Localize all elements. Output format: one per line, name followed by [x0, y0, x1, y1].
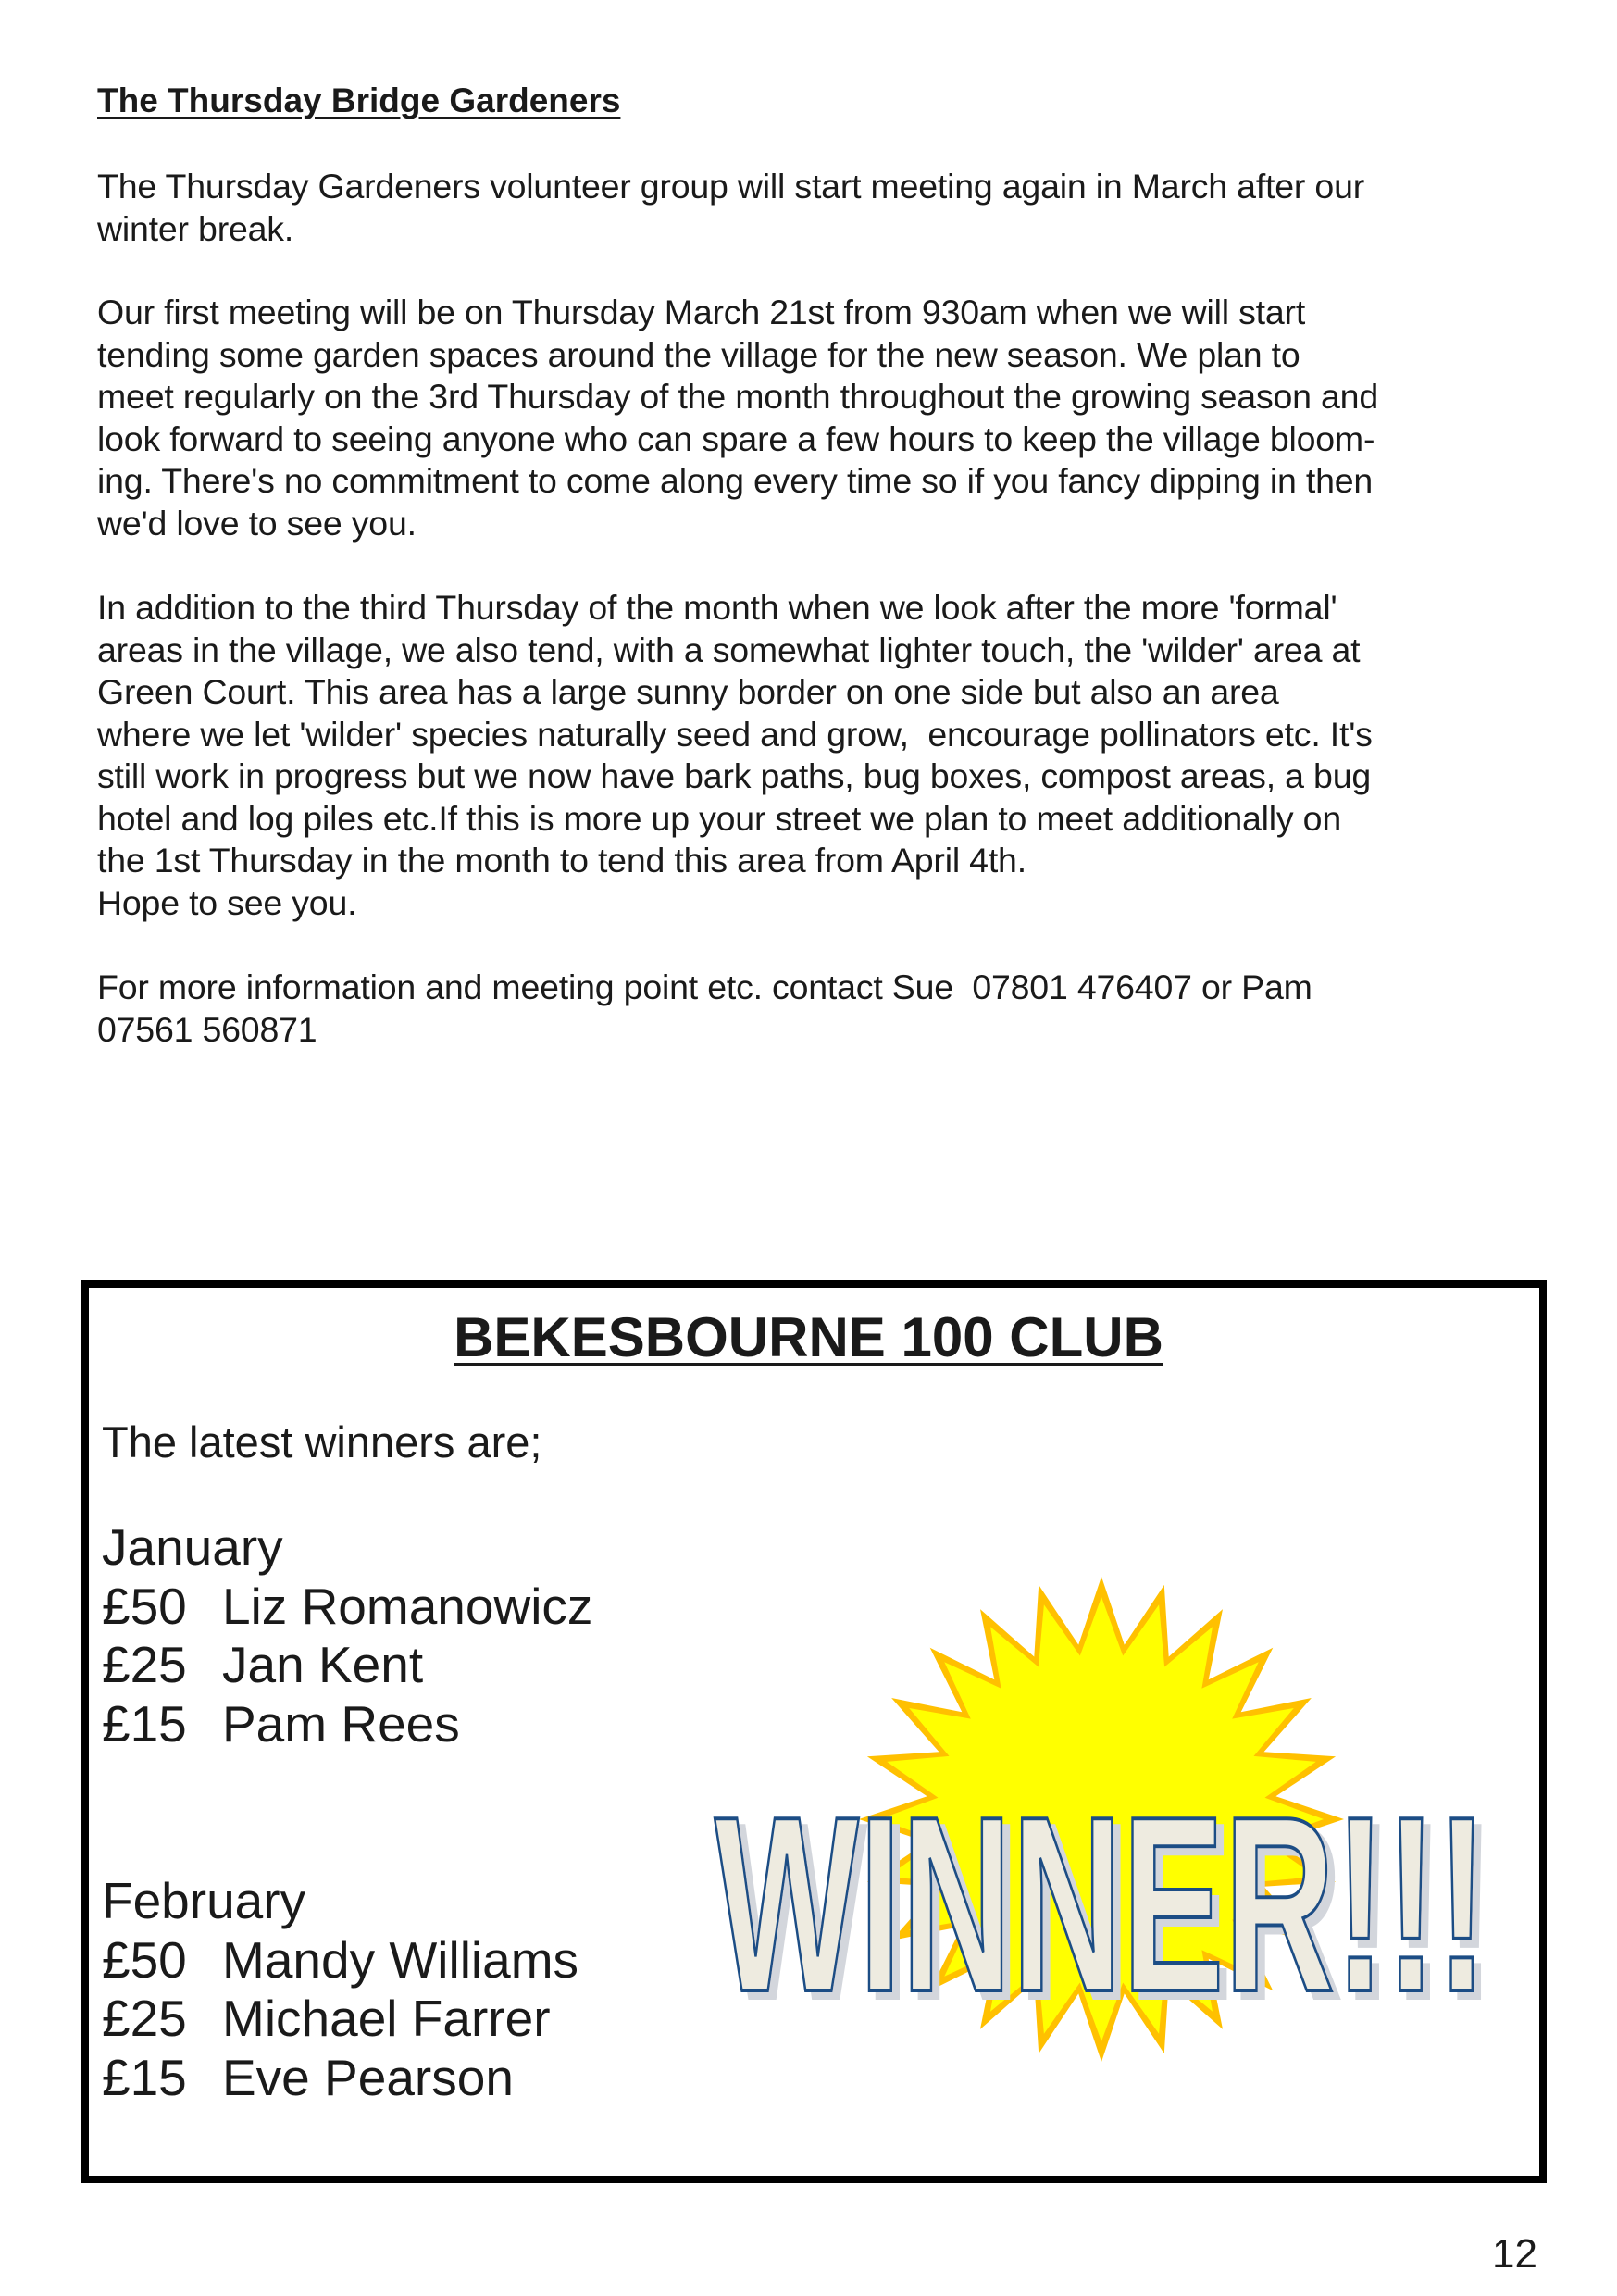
winner-row [102, 1636, 592, 1695]
month-section-january [102, 1518, 592, 1753]
hundred-club-title: BEKESBOURNE 100 CLUB [454, 1306, 1163, 1368]
gardeners-heading: The Thursday Bridge Gardeners [97, 81, 621, 119]
winner-row [102, 1931, 578, 1990]
prize-amount: £25 [102, 1636, 187, 1693]
winner-name: Jan Kent [222, 1636, 424, 1693]
winner-name: Eve Pearson [222, 2048, 514, 2106]
contact-paragraph: For more information and meeting point etc. contact Sue 07801 476407 or Pam 07561 560871 [97, 967, 1312, 1049]
month-name: February [102, 1872, 306, 1929]
prize-amount: £25 [102, 1990, 187, 2047]
winner-row [102, 2049, 578, 2108]
winners-intro: The latest winners are; [102, 1417, 542, 1466]
winner-row [102, 1990, 578, 2049]
prize-amount: £50 [102, 1577, 187, 1635]
winner-name: Mandy Williams [222, 1930, 579, 1989]
winner-text: WINNER!!! [715, 1766, 1487, 2044]
prize-amount: £15 [102, 2048, 187, 2106]
winner-name: Liz Romanowicz [222, 1577, 593, 1635]
winner-row [102, 1695, 592, 1754]
winner-row [102, 1578, 592, 1637]
winner-name: Michael Farrer [222, 1990, 551, 2047]
gardeners-paragraph: In addition to the third Thursday of the month when we look after the more 'formal' areas in the village, we also tend, with a somewhat lighter touch, the 'wilder' area at Green Court. This area has a large sunny border on one side but also an area where we let 'wilder' species naturally seed and grow, encourage pollinators etc. It's still work in progress but we now have bark paths, bug boxes, compost areas, a bug hotel and log piles etc.If this is more up your street we plan to meet additionally on the 1st Thursday in the month to tend this area from April 4th. Hope to see you. [97, 588, 1373, 922]
prize-amount: £50 [102, 1930, 187, 1989]
gardeners-paragraph: The Thursday Gardeners volunteer group will start meeting again in March after our winter break. [97, 167, 1365, 248]
winner-name: Pam Rees [222, 1694, 460, 1753]
page-number: 12 [1492, 2231, 1537, 2277]
month-section-february [102, 1872, 578, 2107]
gardeners-paragraph: Our first meeting will be on Thursday March 21st from 930am when we will start tending some garden spaces around the village for the new season. We plan to meet regularly on the 3rd Thursday of the month throughout the growing season and look forward to seeing anyone who can spare a few hours to keep the village bloom- ing. There's no commitment to come along every time so if you fancy dipping in then we'd love to see you. [97, 293, 1378, 543]
prize-amount: £15 [102, 1694, 187, 1753]
month-name: January [102, 1518, 283, 1576]
winner-starburst-graphic [685, 1555, 1518, 2074]
